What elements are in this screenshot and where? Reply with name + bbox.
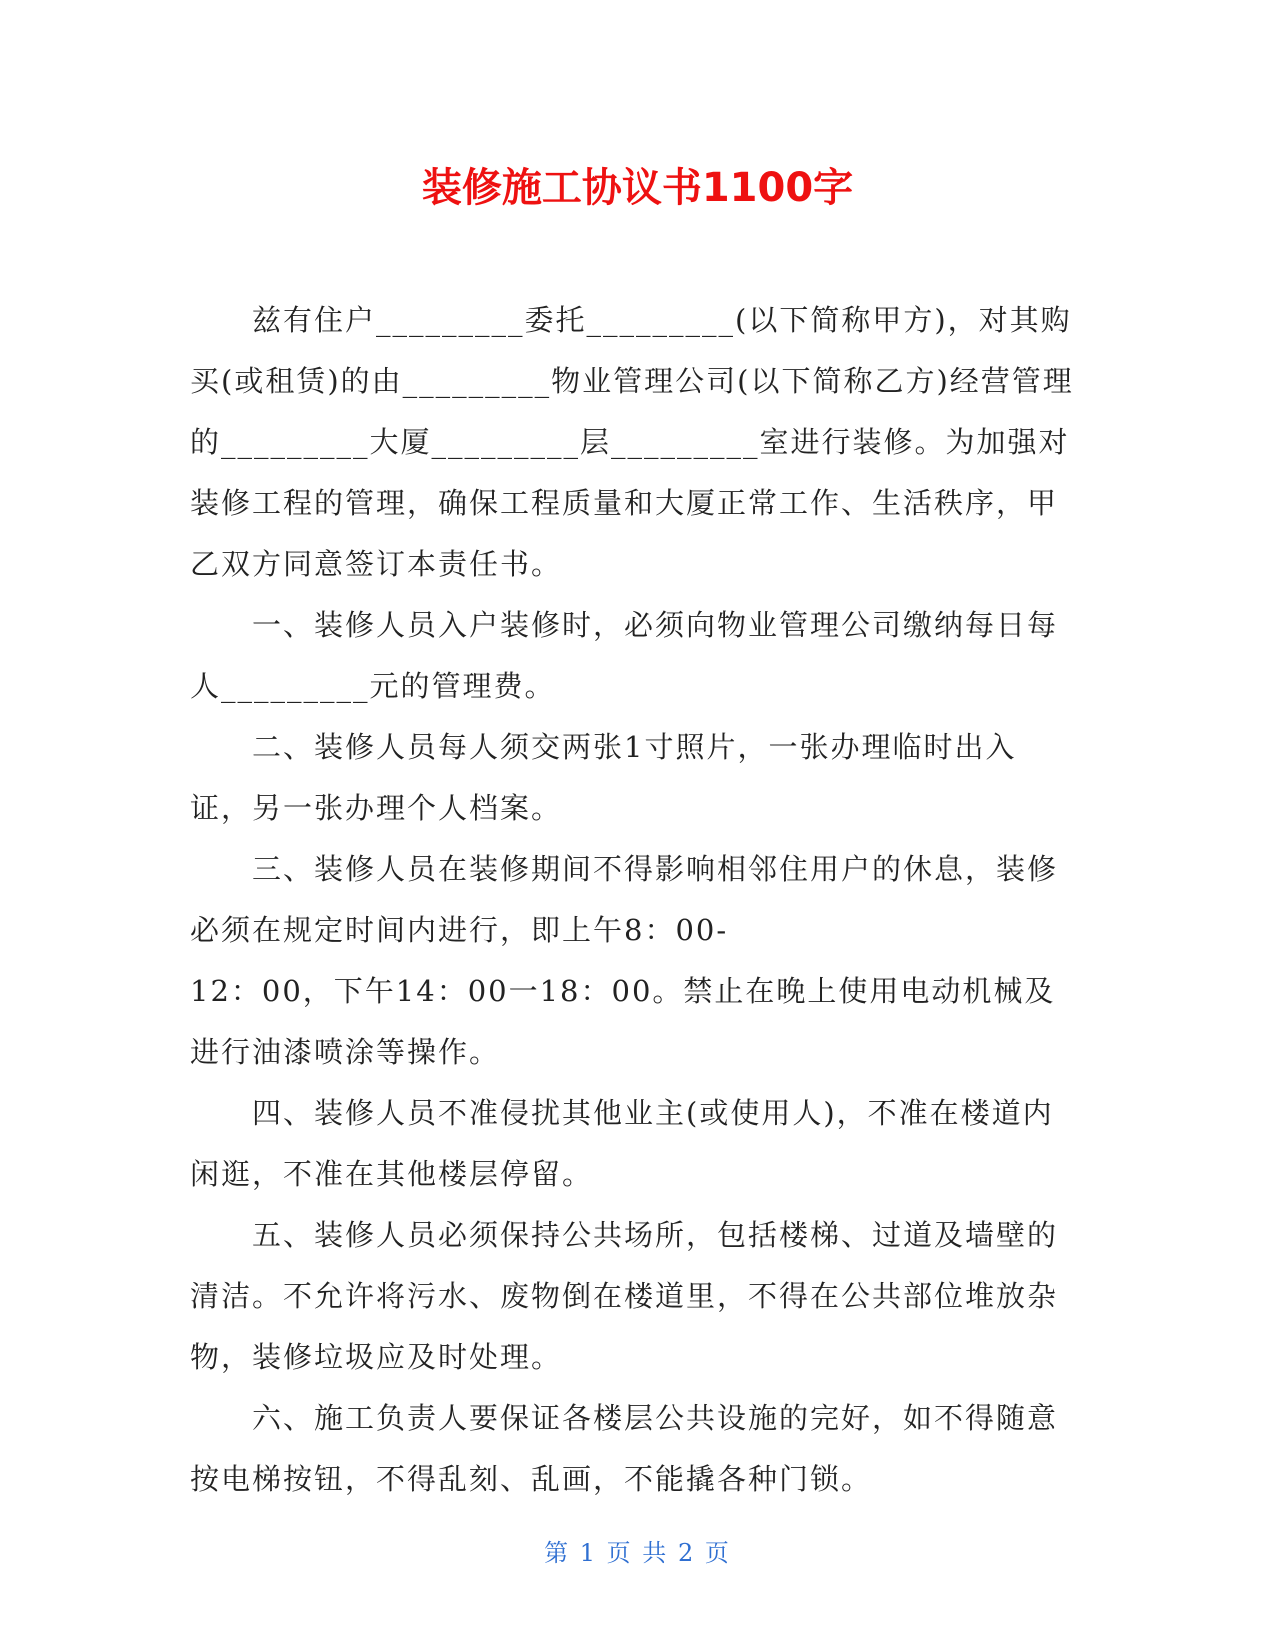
clause-1: 一、装修人员入户装修时，必须向物业管理公司缴纳每日每人_________元的管理费。 <box>190 608 1059 703</box>
clause-4: 四、装修人员不准侵扰其他业主(或使用人)，不准在楼道内闲逛，不准在其他楼层停留。 <box>190 1096 1054 1191</box>
clause-2: 二、装修人员每人须交两张1寸照片，一张办理临时出入证，另一张办理个人档案。 <box>190 730 1017 825</box>
clause-3-continued: 12：00，下午14：00一18：00。禁止在晚上使用电动机械及进行油漆喷涂等操作。 <box>190 974 1056 1069</box>
clause-6: 六、施工负责人要保证各楼层公共设施的完好，如不得随意按电梯按钮，不得乱刻、乱画，不能撬各种门锁。 <box>190 1401 1059 1496</box>
page-number: 第 1 页 共 2 页 <box>544 1539 731 1567</box>
document-body <box>190 290 1075 1510</box>
clause-5: 五、装修人员必须保持公共场所，包括楼梯、过道及墙壁的清洁。不允许将污水、废物倒在楼道里，不得在公共部位堆放杂物，装修垃圾应及时处理。 <box>190 1218 1059 1374</box>
clause-3: 三、装修人员在装修期间不得影响相邻住用户的休息，装修必须在规定时间内进行，即上午8：00- <box>190 852 1059 947</box>
intro-paragraph: 兹有住户_________委托_________(以下简称甲方)，对其购买(或租赁)的由_________物业管理公司(以下简称乙方)经营管理的_________大厦_________层_________室进行装修。为加强对装修工程的管理，确保工程质量和大厦正常工作、生活秩序，甲乙双方同意签订本责任书。 <box>190 303 1074 581</box>
document-title: 装修施工协议书1100字 <box>421 165 854 211</box>
